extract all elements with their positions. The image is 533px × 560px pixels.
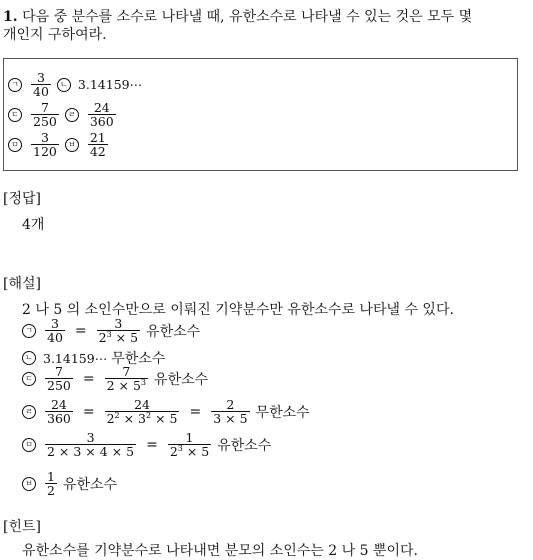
explanation-d: ㄹ $\frac{24}{360}$ = $\frac{24}{2^2 \times 3^2 \times 5}$ = $\frac{2}{3 \times 5}$ 무한소수 <box>22 398 310 425</box>
choice-b-value: 3.14159⋯ <box>77 77 143 92</box>
explanation-e-result: 유한소수 <box>217 437 272 454</box>
explanation-intro: 2 나 5 의 소인수만으로 이뤄진 기약분수만 유한소수로 나타낼 수 있다. <box>22 302 454 318</box>
answer-value: 4개 <box>22 217 45 233</box>
choice-e-fraction: $\frac{3}{120}$ <box>33 130 57 159</box>
explanation-label: [해설] <box>3 276 41 292</box>
choice-row-2 <box>8 101 118 128</box>
explanation-b-result: 무한소수 <box>111 351 166 367</box>
explanation-mark-d: ㄹ <box>22 405 36 419</box>
explanation-a-result: 유한소수 <box>146 323 201 340</box>
explanation-mark-f: ㅂ <box>22 477 36 491</box>
choice-d-fraction: $\frac{24}{360}$ <box>89 100 114 129</box>
explanation-f-result: 유한소수 <box>62 476 118 493</box>
explanation-e: ㅁ $\frac{3}{2 \times 3 \times 4 \times 5}$ = $\frac{1}{2^3 \times 5}$ 유한소수 <box>22 431 271 458</box>
explanation-d-result: 무한소수 <box>255 404 310 421</box>
explanation-mark-b: ㄴ <box>22 351 36 365</box>
hint-label: [힌트] <box>3 519 41 535</box>
explanation-a: ㄱ $\frac{3}{40}$ = $\frac{3}{2^3 \times 5}$ 유한소수 <box>22 317 200 344</box>
choices-box <box>3 58 518 171</box>
explanation-c: ㄷ $\frac{7}{250}$ = $\frac{7}{2 \times 5^3}$ 유한소수 <box>22 365 208 392</box>
choice-c-fraction: $\frac{7}{250}$ <box>33 100 57 129</box>
choice-mark-f: ㅂ <box>65 138 79 152</box>
question-number: 1. <box>3 9 18 25</box>
choice-mark-b: ㄴ <box>57 78 71 92</box>
choice-f-fraction: $\frac{21}{42}$ <box>89 130 106 159</box>
explanation-mark-c: ㄷ <box>22 372 36 386</box>
explanation-mark-a: ㄱ <box>22 324 36 338</box>
explanation-mark-e: ㅁ <box>22 438 36 452</box>
explanation-c-result: 유한소수 <box>154 371 209 388</box>
explanation-f: ㅂ $\frac{1}{2}$ 유한소수 <box>22 470 117 497</box>
choice-a-fraction: $\frac{3}{40}$ <box>33 70 49 99</box>
explanation-b: ㄴ 3.14159⋯ 무한소수 <box>22 348 165 368</box>
question-line-1 <box>3 6 472 26</box>
answer-label: [정답] <box>3 191 41 207</box>
choice-mark-a: ㄱ <box>8 78 22 92</box>
question-text-2: 개인지 구하여라. <box>3 27 107 43</box>
choice-mark-c: ㄷ <box>8 108 22 122</box>
choice-row-1 <box>8 71 142 98</box>
choice-mark-d: ㄹ <box>65 108 79 122</box>
choice-mark-e: ㅁ <box>8 138 22 152</box>
choice-row-3 <box>8 131 110 158</box>
question-text-1: 다음 중 분수를 소수로 나타낼 때, 유한소수로 나타낼 수 있는 것은 모두 몇 <box>22 9 473 25</box>
hint-text: 유한소수를 기약분수로 나타내면 분모의 소인수는 2 나 5 뿐이다. <box>22 543 418 559</box>
